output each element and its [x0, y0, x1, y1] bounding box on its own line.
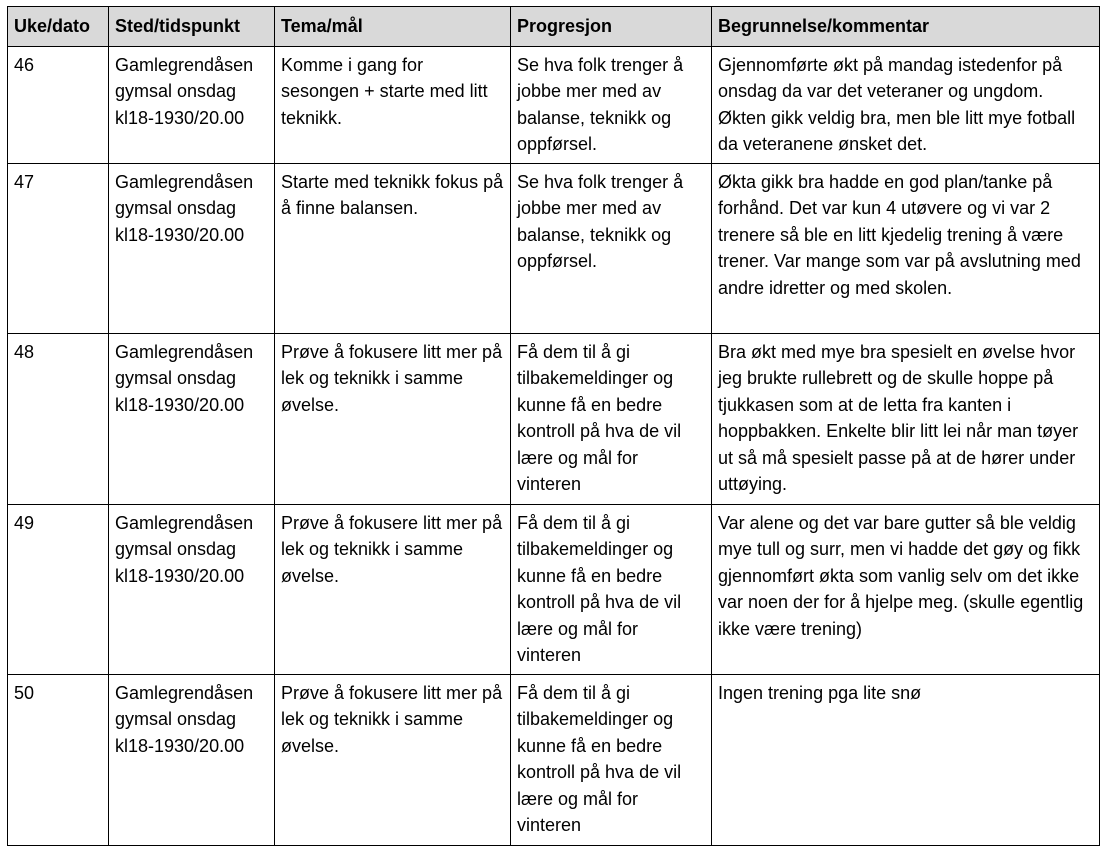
cell-tema: Prøve å fokusere litt mer på lek og teknikk i samme øvelse.: [275, 674, 511, 845]
cell-tema: Komme i gang for sesongen + starte med litt teknikk.: [275, 46, 511, 163]
cell-uke: 48: [8, 333, 109, 504]
cell-uke: 50: [8, 674, 109, 845]
training-log-table: [7, 6, 1100, 846]
cell-uke: 49: [8, 504, 109, 674]
table-row: [8, 674, 1100, 845]
table-row: [8, 333, 1100, 504]
cell-progresjon: Få dem til å gi tilbakemeldinger og kunne få en bedre kontroll på hva de vil lære og mål for vinteren: [511, 674, 712, 845]
cell-tema: Prøve å fokusere litt mer på lek og teknikk i samme øvelse.: [275, 333, 511, 504]
cell-sted: Gamlegrendåsen gymsal onsdag kl18-1930/20.00: [109, 674, 275, 845]
cell-tema: Prøve å fokusere litt mer på lek og teknikk i samme øvelse.: [275, 504, 511, 674]
cell-sted: Gamlegrendåsen gymsal onsdag kl18-1930/20.00: [109, 504, 275, 674]
cell-kommentar: Bra økt med mye bra spesielt en øvelse hvor jeg brukte rullebrett og de skulle hoppe på tjukkasen som at de letta fra kanten i hoppbakken. Enkelte blir litt lei når man tøyer ut så må spesielt passe på at de hører under uttøying.: [712, 333, 1100, 504]
cell-sted: Gamlegrendåsen gymsal onsdag kl18-1930/20.00: [109, 333, 275, 504]
header-uke: Uke/dato: [8, 7, 109, 47]
cell-progresjon: Se hva folk trenger å jobbe mer med av balanse, teknikk og oppførsel.: [511, 163, 712, 333]
cell-kommentar: Gjennomførte økt på mandag istedenfor på onsdag da var det veteraner og ungdom. Økten gikk veldig bra, men ble litt mye fotball da veteranene ønsket det.: [712, 46, 1100, 163]
cell-progresjon: Se hva folk trenger å jobbe mer med av balanse, teknikk og oppførsel.: [511, 46, 712, 163]
cell-kommentar: Ingen trening pga lite snø: [712, 674, 1100, 845]
cell-kommentar: Var alene og det var bare gutter så ble veldig mye tull og surr, men vi hadde det gøy og fikk gjennomført økta som vanlig selv om det ikke var noen der for å hjelpe meg. (skulle egentlig ikke være trening): [712, 504, 1100, 674]
table-header: [8, 7, 1100, 47]
cell-progresjon: Få dem til å gi tilbakemeldinger og kunne få en bedre kontroll på hva de vil lære og mål for vinteren: [511, 504, 712, 674]
header-tema: Tema/mål: [275, 7, 511, 47]
cell-uke: 46: [8, 46, 109, 163]
cell-tema: Starte med teknikk fokus på å finne balansen.: [275, 163, 511, 333]
cell-uke: 47: [8, 163, 109, 333]
cell-sted: Gamlegrendåsen gymsal onsdag kl18-1930/20.00: [109, 46, 275, 163]
cell-progresjon: Få dem til å gi tilbakemeldinger og kunne få en bedre kontroll på hva de vil lære og mål for vinteren: [511, 333, 712, 504]
cell-kommentar: Økta gikk bra hadde en god plan/tanke på forhånd. Det var kun 4 utøvere og vi var 2 trenere så ble en litt kjedelig trening å være trener. Var mange som var på avslutning med andre idretter og med skolen.: [712, 163, 1100, 333]
table-row: [8, 46, 1100, 163]
header-kommentar: Begrunnelse/kommentar: [712, 7, 1100, 47]
table-row: [8, 504, 1100, 674]
header-progresjon: Progresjon: [511, 7, 712, 47]
cell-sted: Gamlegrendåsen gymsal onsdag kl18-1930/20.00: [109, 163, 275, 333]
header-row: [8, 7, 1100, 47]
table-body: [8, 46, 1100, 845]
header-sted: Sted/tidspunkt: [109, 7, 275, 47]
table-row: [8, 163, 1100, 333]
